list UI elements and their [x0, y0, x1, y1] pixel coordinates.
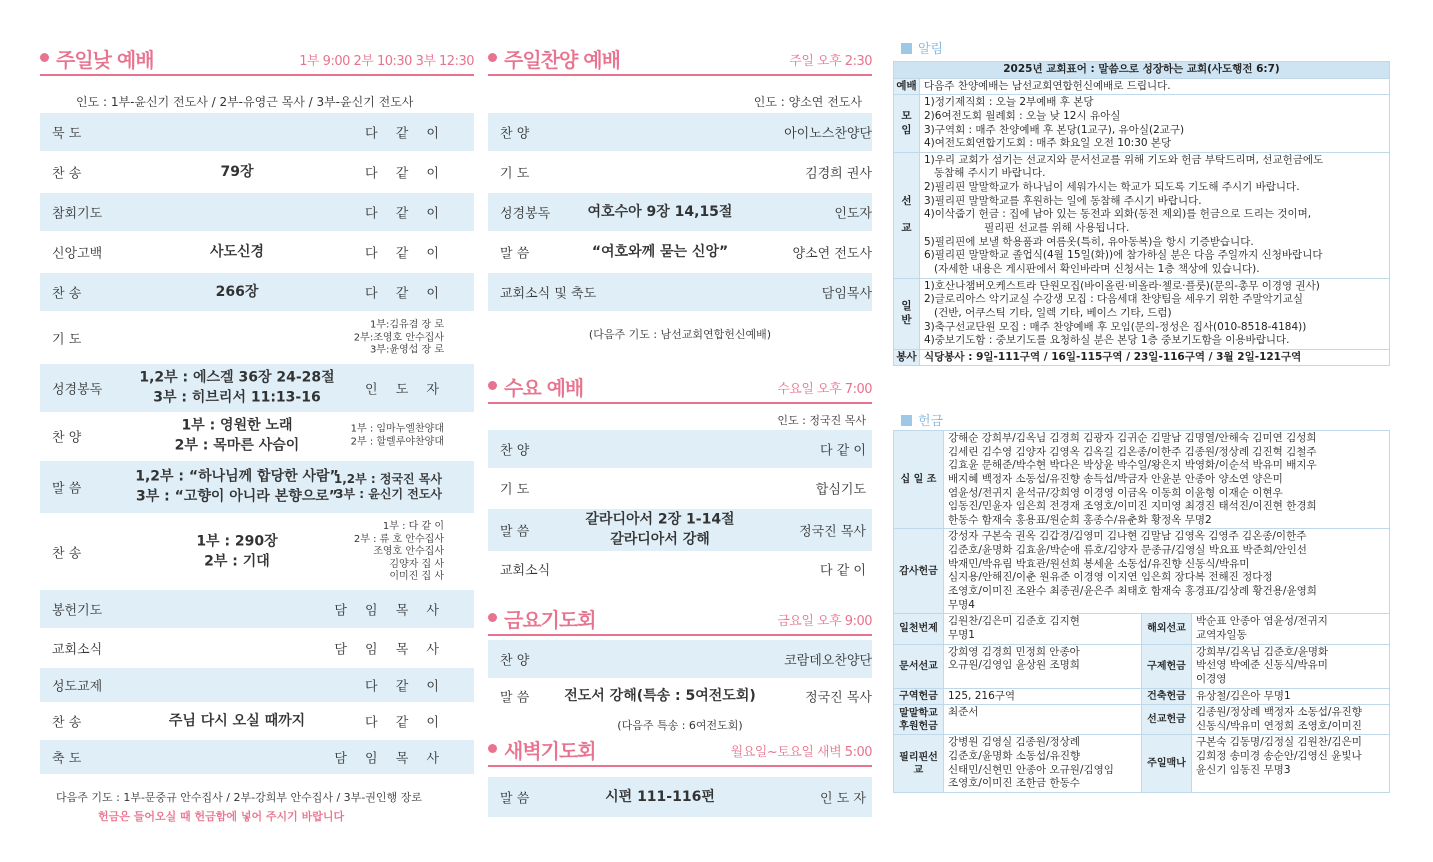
notice-line: 강성자 구본숙 권옥 김갑경/김영미 김나현 김말남 김영옥 김영주 김온종/이한주	[948, 530, 1307, 543]
offering-key: 문서선교	[894, 644, 944, 688]
thanks-key: 감사헌금	[894, 529, 944, 614]
order-row	[40, 193, 474, 231]
square-bullet-icon	[901, 415, 912, 426]
next-special: (다음주 특송 : 6여전도회)	[617, 719, 743, 732]
notice-line: 3)축구선교단원 모집 : 매주 찬양예배 후 모임(문의-정성은 집사(010-8518-4184))	[924, 320, 1307, 333]
offering-key: 해외선교	[1142, 614, 1192, 644]
notice-line: 박재민/박유림 박효관/원선희 봉세윤 소동섭/유진향 신동식/박유미	[948, 557, 1250, 570]
mission-list	[920, 152, 1390, 278]
order-content: 여호수아 9장 14,15절	[587, 203, 733, 220]
meeting-list	[920, 95, 1390, 153]
offering-key: 건축헌금	[1142, 688, 1192, 705]
notice-line: 심지용/안해진/이춘 원유준 이경영 이지연 임은희 장다복 전해진 정다정	[948, 571, 1273, 584]
order-row	[40, 740, 474, 774]
order-leader: 담 임 목 사	[334, 751, 446, 767]
order-leader: 인도자	[834, 206, 872, 222]
order-leader: 다 같 이	[365, 246, 446, 262]
notice-line: 김준호/윤명화 김효윤/박순애 류호/김양자 문종규/김영실 박요표 박준희/안인선	[948, 544, 1307, 557]
thanks-list	[944, 529, 1390, 614]
notice-line: 임동진/민윤자 임은희 전경재 조영호/이미진 지미영 최경진 태석진/이진현 한경희	[948, 500, 1317, 513]
offering-key: 구제헌금	[1142, 644, 1192, 688]
bullet-dot-icon	[488, 613, 497, 622]
offering-names: 강희부/김옥님 김준호/윤명화 박선영 박예준 신동식/박유미 이경영	[1192, 644, 1390, 688]
order-leader: 다 같 이	[365, 166, 446, 182]
order-label: 찬 양	[500, 126, 530, 142]
notice-header	[901, 38, 943, 57]
notice-line: 2)6여전도회 월례회 : 오늘 낮 12시 유아실	[924, 109, 1121, 122]
order-label: 찬 양	[500, 653, 530, 669]
section-time: 월요일~토요일 새벽 5:00	[730, 745, 872, 760]
leader-line: 인도 : 1부-윤신기 전도사 / 2부-유영근 목사 / 3부-윤신기 전도사	[76, 95, 414, 109]
offering-names: 강희영 김경희 민정희 안종아 오규원/김영임 윤상원 조명희	[944, 644, 1142, 688]
order-leader: 양소연 전도사	[792, 246, 872, 262]
order-row	[488, 640, 872, 678]
offering-names: 강병원 김영실 김종원/정상례 김준호/윤명화 소동섭/유진향 신태민/신현민 안종아 오규원/김영임 조영호/이미진 조한금 한동수	[944, 735, 1142, 793]
order-content: 주님 다시 오실 때까지	[168, 712, 306, 729]
order-label: 신앙고백	[52, 246, 103, 262]
order-content: 1,2부 : “하나님께 합당한 사람” 3부 : “고향이 아니라 본향으로”	[135, 468, 339, 505]
order-label: 교회소식	[500, 563, 551, 579]
general-key: 일 반	[894, 278, 920, 349]
section-time: 1부 9:00 2부 10:30 3부 12:30	[299, 54, 474, 69]
notice-line: 2)글로리아스 악기교실 수강생 모집 : 다음세대 찬양팀을 세우기 위한 주말악기교실	[924, 293, 1304, 306]
order-label: 축 도	[52, 751, 82, 767]
offering-key: 말말학교 후원헌금	[894, 705, 944, 735]
order-label: 말 씀	[500, 246, 530, 262]
order-label: 봉헌기도	[52, 603, 103, 619]
offering-key: 일천번제	[894, 614, 944, 644]
order-leader: 김경희 권사	[805, 166, 872, 182]
order-row	[488, 193, 872, 231]
order-label: 성경봉독	[500, 206, 551, 222]
order-leader: 인 도 자	[820, 791, 866, 807]
notice-line: 1)우리 교회가 섬기는 선교지와 문서선교를 위해 기도와 헌금 부탁드리며, 선교헌금에도	[924, 153, 1324, 166]
offering-key: 필리핀선교	[894, 735, 944, 793]
order-row	[488, 678, 872, 714]
notice-line: 3)구역회 : 매주 찬양예배 후 본당(1교구), 유아실(2교구)	[924, 123, 1185, 136]
order-leader: 정국진 목사	[799, 524, 866, 540]
order-content: 갈라디아서 2장 1-14절 갈라디아서 강해	[585, 511, 735, 548]
dawn-header	[488, 731, 872, 767]
notice-line: 1)정기제직회 : 오늘 2부예배 후 본당	[924, 96, 1094, 109]
bullet-dot-icon	[488, 53, 497, 62]
notice-line: 김효윤 문해준/박수현 박다은 박상윤 박수일/왕은지 박영화/이순석 박유미 배지우	[948, 459, 1317, 472]
order-label: 말 씀	[500, 791, 530, 807]
order-leader: 다 같 이	[365, 679, 446, 695]
friday-header	[488, 600, 872, 636]
bullet-dot-icon	[488, 744, 497, 753]
offering-note: 헌금은 들어오실 때 헌금함에 넣어 주시기 바랍니다	[98, 810, 345, 823]
notice-line: 4)중보기도함 : 중보기도를 요청하실 분은 본당 1층 중보기도함을 이용바랍니다.	[924, 334, 1290, 347]
notice-line: (자세한 내용은 게시판에서 확인바라며 신청서는 1층 책상에 있습니다).	[924, 262, 1260, 275]
notice-line: 1)호산나챔버오케스트라 단원모집(바이올린·비올라·첼로·플룻)(문의-총무 이경영 권사)	[924, 279, 1320, 292]
notice-line: 2)필리핀 말말학교가 하나님이 세워가시는 학교가 되도록 기도해 주시기 바랍니다.	[924, 181, 1300, 194]
order-row	[488, 469, 872, 507]
order-row	[40, 630, 474, 666]
order-content: 79장	[220, 163, 254, 180]
bullet-dot-icon	[40, 53, 49, 62]
order-row	[40, 590, 474, 628]
order-leader: 1부 : 다 같 이 2부 : 류 호 안수집사 조영호 안수집사 김양자 집 사 이미진 집 사	[353, 520, 444, 582]
order-content: 1,2부 : 에스겔 36장 24-28절 3부 : 히브리서 11:13-16	[139, 369, 335, 406]
notice-line: 배지혜 백정자 소동섭/유진향 송득섭/박금자 안윤분 안종아 양소연 양은미	[948, 472, 1283, 485]
next-prayer: (다음주 기도 : 남선교회연합헌신예배)	[588, 328, 772, 341]
order-leader: 담 임 목 사	[334, 603, 446, 619]
order-row	[40, 273, 474, 311]
meeting-key: 모 임	[894, 95, 920, 153]
order-leader: 1,2부 : 정국진 목사 3부 : 윤신기 전도사	[333, 472, 442, 501]
order-leader: 다 같 이	[365, 286, 446, 302]
notice-line: 무명4	[948, 598, 975, 611]
service-key: 봉사	[894, 349, 920, 366]
order-row	[488, 777, 872, 817]
notice-line: 4)여전도회연합기도회 : 매주 화요일 오전 10:30 본당	[924, 137, 1172, 150]
offering-names: 박순표 안종아 염윤성/전귀지 교역자일동	[1192, 614, 1390, 644]
offering-table	[893, 430, 1390, 793]
notice-line: 동참해 주시기 바랍니다.	[924, 167, 1046, 180]
notice-line: 필리핀 선교를 위해 사용됩니다.	[924, 222, 1130, 235]
order-leader: 다 같 이	[365, 715, 446, 731]
order-row	[40, 113, 474, 151]
notice-head-label: 알림	[918, 42, 944, 57]
order-content: “여호와께 묻는 신앙”	[591, 243, 729, 260]
offering-row	[894, 614, 1390, 644]
order-content: 전도서 강해(특송 : 5여전도회)	[564, 687, 756, 704]
order-label: 찬 양	[52, 430, 82, 446]
order-label: 찬 송	[52, 286, 82, 302]
tithe-list	[944, 431, 1390, 529]
notice-line: (건반, 어쿠스틱 기타, 일렉 기타, 베이스 기타, 드럼)	[924, 306, 1172, 319]
order-leader: 담임목사	[821, 286, 872, 302]
tithe-key: 십 일 조	[894, 431, 944, 529]
leader-line: 인도 : 양소연 전도사	[753, 95, 862, 109]
order-content: 266장	[215, 283, 259, 300]
section-title: 금요기도회	[504, 608, 596, 632]
order-leader: 1부 : 임마누엘찬양대 2부 : 할렐루야찬양대	[350, 423, 444, 447]
order-label: 성도교제	[52, 679, 103, 695]
square-bullet-icon	[901, 43, 912, 54]
order-label: 말 씀	[52, 481, 82, 497]
order-label: 교회소식 및 축도	[500, 286, 597, 302]
section-time: 수요일 오후 7:00	[777, 382, 872, 397]
order-leader: 다 같 이	[365, 206, 446, 222]
general-list	[920, 278, 1390, 349]
notice-line: 염윤성/전귀지 윤석규/강희영 이경영 이금옥 이동희 이윤형 이재순 이현우	[948, 486, 1283, 499]
order-label: 말 씀	[500, 524, 530, 540]
order-leader: 다 같 이	[365, 126, 446, 142]
order-label: 찬 양	[500, 443, 530, 459]
bullet-dot-icon	[488, 381, 497, 390]
section-title: 새벽기도회	[504, 739, 596, 763]
offering-names: 김종원/정상례 백정자 소동섭/유진향 신동식/박유미 연정희 조영호/이미진	[1192, 705, 1390, 735]
order-row	[40, 314, 474, 362]
order-label: 참회기도	[52, 206, 103, 222]
offering-key: 구역헌금	[894, 688, 944, 705]
notice-line: 4)이삭줍기 헌금 : 집에 남아 있는 동전과 외화(동전 제외)를 헌금으로 드리는 것이며,	[924, 208, 1312, 221]
order-row	[40, 412, 474, 460]
notice-line: 한동수 함재숙 홍용표/원순희 홍종수/유춘화 황정옥 무명2	[948, 513, 1212, 526]
offering-row	[894, 705, 1390, 735]
order-leader: 합심기도	[815, 482, 866, 498]
section-time: 주일 오후 2:30	[789, 54, 872, 69]
order-label: 찬 송	[52, 166, 82, 182]
order-row	[488, 550, 872, 588]
order-row	[40, 668, 474, 702]
notice-line: 강해순 강희부/김옥님 김경희 김광자 김귀순 김말남 김명열/안해숙 김미연 김성희	[948, 432, 1317, 444]
offering-row	[894, 688, 1390, 705]
offering-key: 주일맥나	[1142, 735, 1192, 793]
order-row	[488, 509, 872, 551]
order-row	[488, 113, 872, 151]
next-prayer: 다음주 기도 : 1부-문중규 안수집사 / 2부-강희부 안수집사 / 3부-권인행 장로	[56, 791, 422, 804]
order-leader: 코람데오찬양단	[784, 653, 872, 669]
order-leader: 다 같 이	[820, 563, 866, 579]
section-time: 금요일 오후 9:00	[777, 614, 872, 629]
worship-text: 다음주 찬양예배는 남선교회연합헌신예배로 드립니다.	[920, 78, 1390, 95]
offering-key: 선교헌금	[1142, 705, 1192, 735]
offering-row	[894, 644, 1390, 688]
offering-row	[894, 735, 1390, 793]
service-text: 식당봉사 : 9일-111구역 / 16일-115구역 / 23일-116구역 / 3월 2일-121구역	[920, 349, 1390, 366]
order-label: 기 도	[500, 482, 530, 498]
notice-line: 6)필리핀 말말학교 졸업식(4월 15일(화))에 참가하실 분은 다음 주일까지 신청바랍니다	[924, 249, 1323, 262]
order-label: 교회소식	[52, 642, 103, 658]
order-leader: 인 도 자	[365, 382, 446, 398]
order-content: 사도신경	[209, 243, 265, 260]
notice-line: 3)필리핀 말말학교를 후원하는 일에 동참해 주시기 바랍니다.	[924, 194, 1202, 207]
order-leader: 다 같 이	[820, 443, 866, 459]
church-motto: 2025년 교회표어 : 말씀으로 성장하는 교회(사도행전 6:7)	[894, 62, 1390, 79]
notice-line: 조영호/이미진 조완수 최종권/윤은주 최태호 함재숙 홍경표/김상례 황건용/윤영희	[948, 585, 1317, 598]
order-row	[40, 364, 474, 412]
worship-key: 예배	[894, 78, 920, 95]
offering-head-label: 헌금	[918, 414, 944, 429]
order-row	[40, 514, 474, 590]
notice-line: 5)필리핀에 보낼 학용품과 여름옷(특히, 유아동복)을 항시 기증받습니다.	[924, 235, 1254, 248]
order-leader: 아이노스찬양단	[784, 126, 872, 142]
offering-header	[901, 410, 943, 429]
notice-line: 김세린 김수영 김양자 김영옥 김옥길 김온종/이한주 김종원/정상례 김진혁 김철주	[948, 445, 1317, 458]
order-content: 시편 111-116편	[605, 788, 715, 805]
order-row	[488, 153, 872, 191]
offering-names: 최준서	[944, 705, 1142, 735]
order-leader: 1부:김유겸 장 로 2부:조영호 안수집사 3부:윤영섭 장 로	[353, 319, 444, 356]
order-label: 기 도	[500, 166, 530, 182]
order-content: 1부 : 290장 2부 : 기대	[196, 533, 278, 570]
sunday-header	[40, 40, 474, 76]
order-row	[488, 273, 872, 311]
mission-key: 선 교	[894, 152, 920, 278]
offering-names: 유상철/김은아 무명1	[1192, 688, 1390, 705]
order-row	[40, 703, 474, 739]
offering-names: 구본숙 김동명/김정실 김원찬/김은미 김희정 송미경 송순안/김영신 윤빛나 윤신기 임동진 무명3	[1192, 735, 1390, 793]
order-label: 찬 송	[52, 546, 82, 562]
order-row	[40, 153, 474, 191]
order-label: 말 씀	[500, 690, 530, 706]
order-row	[488, 430, 872, 468]
order-label: 기 도	[52, 332, 82, 348]
leader-line: 인도 : 정국진 목사	[777, 414, 866, 427]
section-title: 주일찬양 예배	[504, 48, 620, 72]
order-row	[488, 233, 872, 271]
section-title: 주일낮 예배	[56, 48, 154, 72]
offering-names: 125, 216구역	[944, 688, 1142, 705]
order-content: 1부 : 영원한 노래 2부 : 목마른 사슴이	[174, 417, 300, 454]
offering-names: 김원찬/김은미 김준호 김지현 무명1	[944, 614, 1142, 644]
praise-header	[488, 40, 872, 76]
order-label: 찬 송	[52, 715, 82, 731]
order-label: 성경봉독	[52, 382, 103, 398]
wednesday-header	[488, 368, 872, 404]
section-title: 수요 예배	[504, 376, 584, 400]
order-row	[40, 233, 474, 271]
order-leader: 담 임 목 사	[334, 642, 446, 658]
order-row	[40, 461, 474, 513]
order-leader: 정국진 목사	[805, 690, 872, 706]
notice-table	[893, 61, 1390, 366]
order-label: 묵 도	[52, 126, 82, 142]
